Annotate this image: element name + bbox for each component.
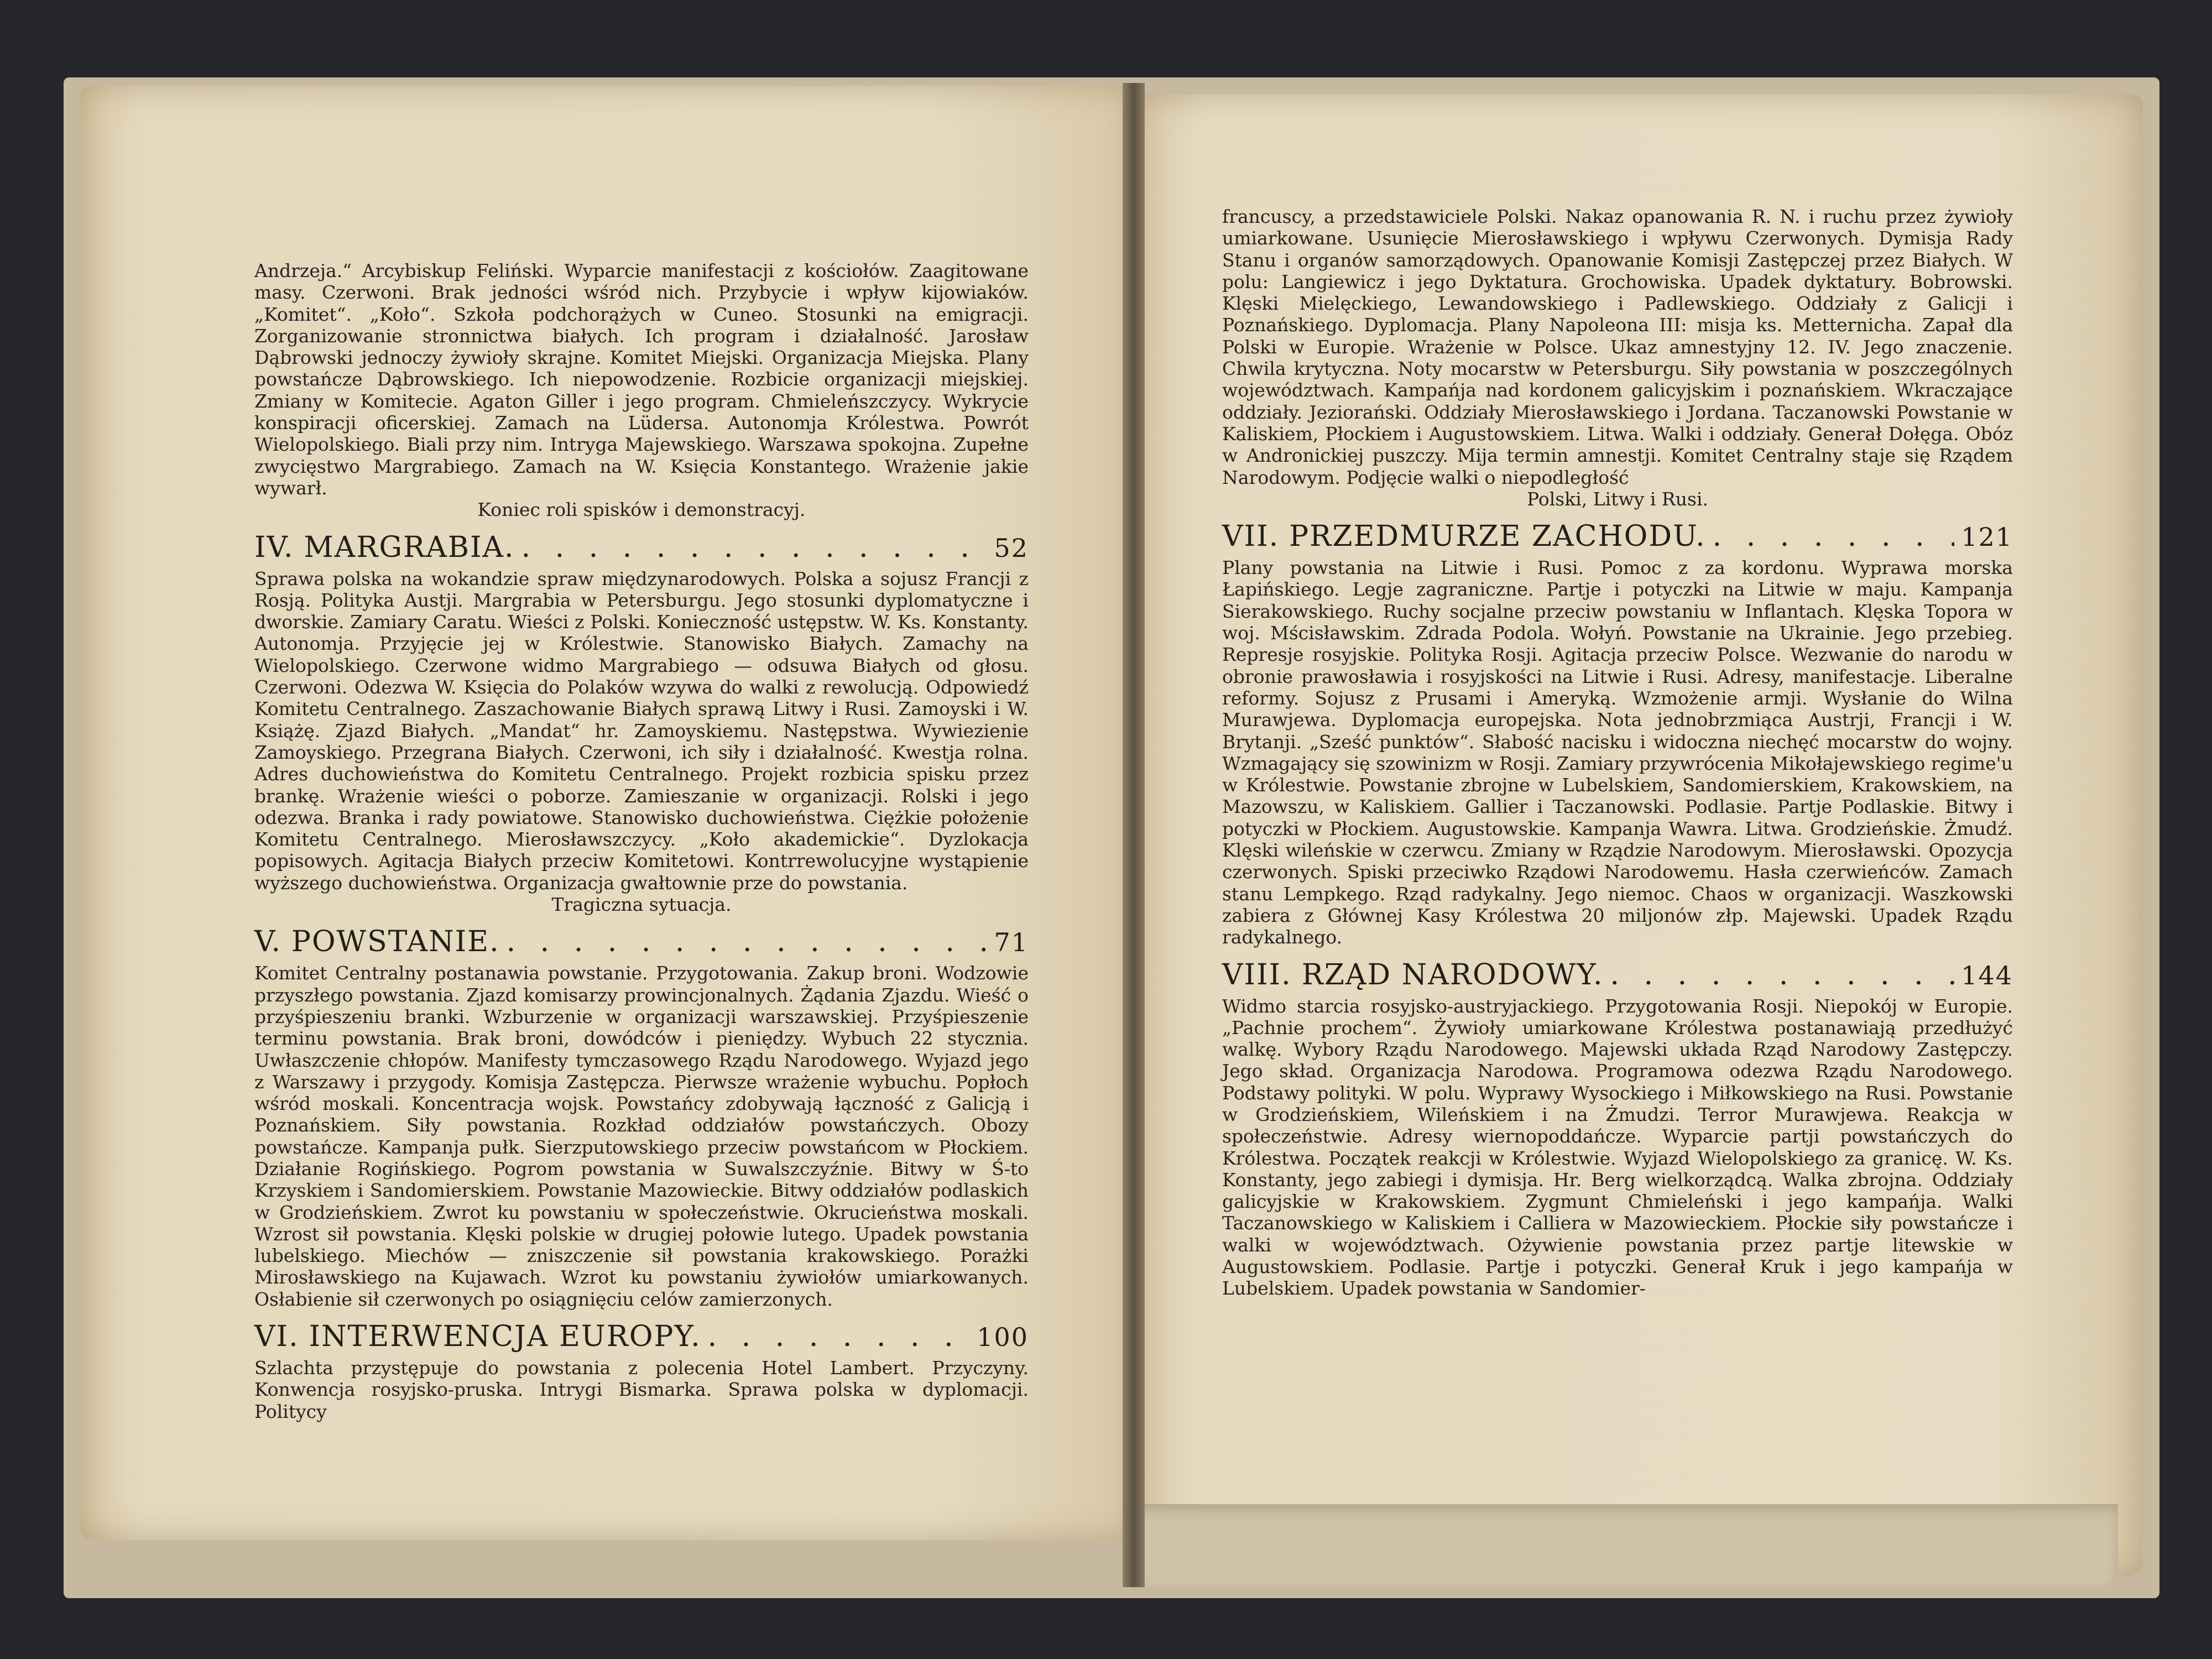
chapter-summary-end: Tragiczna sytuacja. <box>551 894 732 916</box>
chapter-heading-8 <box>1222 958 2013 992</box>
chapter-title: MARGRABIA. <box>304 530 515 564</box>
chapter-page-number: 71 <box>994 927 1029 958</box>
book-gutter <box>1123 83 1145 1587</box>
chapter-roman: V. <box>254 925 281 959</box>
dot-leader <box>708 1320 971 1353</box>
right-intro-text: francuscy, a przedstawiciele Polski. Nakaz opanowania R. N. i ruchu przez żywioły umiarkowane. Usunięcie Mierosławskiego i wpływu Czerwonych. Dymisja Rady Stanu i organów samorządowych. Opanowanie Komisji Zastępczej przez Białych. W polu: Langiewicz i jego Dyktatura. Grochowiska. Upadek dyktatury. Bobrowski. Klęski Mielęckiego, Lewandowskiego i Padlewskiego. Oddziały z Galicji i Poznańskiego. Dyplomacja. Plany Napoleona III: misja ks. Metternicha. Zapał dla Polski w Europie. Wrażenie w Polsce. Ukaz amnestyjny 12. IV. Jego znaczenie. Chwila krytyczna. Noty mocarstw w Petersburgu. Siły powstania w poszczególnych województwach. Kampańja nad kordonem galicyjskim i poznańskiem. Wkraczające oddziały. Jeziorański. Oddziały Mierosławskiego i Jordana. Taczanowski Powstanie w Kaliskiem, Płockiem i Augustowskiem. Litwa. Walki i oddziały. Generał Dołęga. Obóz w Andronickiej puszczy. Mija termin amnestji. Komitet Centralny staje się Rządem Narodowym. Podjęcie walki o niepodległość <box>1222 206 2013 488</box>
right-page-text <box>1222 206 2013 1300</box>
torn-page-edge <box>1134 1504 2118 1587</box>
chapter-summary: Plany powstania na Litwie i Rusi. Pomoc z za kordonu. Wyprawa morska Łapińskiego. Legje zagraniczne. Partje i potyczki na Litwie w maju. Kampanja Sierakowskiego. Ruchy socjalne przeciw powstaniu w Inflantach. Klęska Topora w woj. Mścisławskim. Zdrada Podola. Wołyń. Powstanie na Ukrainie. Jego przebieg. Represje rosyjskie. Polityka Rosji. Agitacja przeciw Polsce. Wezwanie do narodu w obronie prawosławia i rosyjskości na Litwie i Rusi. Adresy, manifestacje. Liberalne reformy. Sojusz z Prusami i Ameryką. Wzmożenie armji. Wysłanie do Wilna Murawjewa. Dyplomacja europejska. Nota jednobrzmiąca Austrji, Francji i W. Brytanji. „Sześć punktów“. Słabość nacisku i widoczna niechęć mocarstw do wojny. Wzmagający się szowinizm w Rosji. Zamiary przywrócenia Mikołajewskiego regime'u w Królestwie. Powstanie zbrojne w Lubelskiem, Sandomierskiem, Krakowskiem, na Mazowszu, w Kaliskiem. Gallier i Taczanowski. Podlasie. Partje Podlaskie. Bitwy i potyczki w Płockiem. Augustowskie. Kampanja Wawra. Litwa. Grodzieńskie. Żmudź. Klęski wileńskie w czerwcu. Zmiany w Rządzie Narodowym. Mierosławski. Opozycja czerwonych. Spiski przeciwko Rządowi Narodowemu. Hasła czerwieńców. Zamach stanu Lempkego. Rząd radykalny. Jego niemoc. Chaos w organizacji. Waszkowski zabiera z Głównej Kasy Królestwa 20 miljonów złp. Majewski. Upadek Rządu radykalnego. <box>1222 557 2013 948</box>
chapter-title: POWSTANIE. <box>291 925 500 959</box>
chapter-title: INTERWENCJA EUROPY. <box>309 1320 701 1354</box>
chapter-roman: VI. <box>254 1320 299 1354</box>
chapter-summary: Komitet Centralny postanawia powstanie. Przygotowania. Zakup broni. Wodzowie przyszłego powstania. Zjazd komisarzy prowincjonalnych. Żądania Zjazdu. Wieść o przyśpieszeniu branki. Wzburzenie w organizacji warszawskiej. Przyśpieszenie terminu powstania. Brak broni, dowódców i pieniędzy. Wybuch 22 stycznia. Uwłaszczenie chłopów. Manifesty tymczasowego Rządu Narodowego. Wyjazd jego z Warszawy i przygody. Komisja Zastępcza. Pierwsze wrażenie wybuchu. Popłoch wśród moskali. Koncentracja wojsk. Powstańcy zdobywają łączność z Galicją i Poznańskiem. Siły powstania. Rozkład oddziałów powstańczych. Obozy powstańcze. Kampanja pułk. Sierzputowskiego przeciw powstańcom w Płockiem. Działanie Rogińskiego. Pogrom powstania w Suwalszczyźnie. Bitwy w Ś-to Krzyskiem i Sandomierskiem. Powstanie Mazowieckie. Bitwy oddziałów podlaskich w Grodzieńskiem. Zwrot ku powstaniu w społeczeństwie. Okrucieństwa moskali. Wzrost sił powstania. Klęski polskie w drugiej połowie lutego. Upadek powstania lubelskiego. Miechów — zniszczenie sił powstania krakowskiego. Porażki Mirosławskiego na Kujawach. Wzrot ku powstaniu żywiołów umiarkowanych. Osłabienie sił czerwonych po osiągnięciu celów zamierzonych. <box>254 962 1029 1310</box>
chapter-summary: Sprawa polska na wokandzie spraw międzynarodowych. Polska a sojusz Francji z Rosją. Polityka Austji. Margrabia w Petersburgu. Jego stosunki dyplomatyczne i dworskie. Zamiary Caratu. Wieści z Polski. Konieczność ustępstw. W. Ks. Konstanty. Autonomja. Przyjęcie jej w Królestwie. Stanowisko Białych. Zamachy na Wielopolskiego. Czerwone widmo Margrabiego — odsuwa Białych od głosu. Czerwoni. Odezwa W. Księcia do Polaków wzywa do walki z rewolucją. Odpowiedź Komitetu Centralnego. Zaszachowanie Białych sprawą Litwy i Rusi. Zamoyski i W. Książę. Zjazd Białych. „Mandat“ hr. Zamoyskiemu. Następstwa. Wywiezienie Zamoyskiego. Przegrana Białych. Czerwoni, ich siły i działalność. Kwestja rolna. Adres duchowieństwa do Komitetu Centralnego. Projekt rozbicia spisku przez brankę. Wrażenie wieści o poborze. Zamieszanie w organizacji. Rolski i jego odezwa. Branka i rady powiatowe. Stanowisko duchowieństwa. Ciężkie położenie Komitetu Centralnego. Mierosławszczycy. „Koło akademickie“. Dyzlokacja popisowych. Agitacja Białych przeciw Komitetowi. Kontrrewolucyjne wystąpienie wyższego duchowieństwa. Organizacja gwałtownie prze do powstania. <box>254 567 1029 894</box>
chapter-heading-5 <box>254 925 1029 959</box>
left-page-text <box>254 260 1029 1422</box>
chapter-summary: Widmo starcia rosyjsko-austryjackiego. Przygotowania Rosji. Niepokój w Europie. „Pachnie prochem“. Żywioły umiarkowane Królestwa postanawiają przedłużyć walkę. Wybory Rządu Narodowego. Majewski układa Rząd Narodowy Zastępczy. Jego skład. Organizacja Narodowa. Programowa odezwa Rządu Narodowego. Podstawy polityki. W polu. Wyprawy Wysockiego i Miłkowskiego na Rusi. Powstanie w Grodzieńskiem, Wileńskiem i na Żmudzi. Terror Murawjewa. Reakcja w społeczeństwie. Adresy wiernopoddańcze. Wyparcie partji powstańczych do Królestwa. Początek reakcji w Królestwie. Wyjazd Wielopolskiego za granicę. W. Ks. Konstanty, jego zabiegi i dymisja. Hr. Berg wielkorządcą. Walka zbrojna. Oddziały galicyjskie w Krakowskiem. Zygmunt Chmieleński i jego kampańja. Walki Taczanowskiego w Kaliskiem i Calliera w Mazowieckiem. Płockie siły powstańcze i walki w województwach. Ożywienie powstania przez partje litewskie w Augustowskiem. Podlasie. Partje i potyczki. Generał Kruk i jego kampańja w Lubelskiem. Upadek powstania w Sandomier- <box>1222 995 2013 1300</box>
chapter-heading-6 <box>254 1320 1029 1354</box>
chapter-heading-7 <box>1222 520 2013 554</box>
right-intro-end: Polski, Litwy i Rusi. <box>1527 488 1708 510</box>
chapter-title: RZĄD NARODOWY. <box>1301 958 1604 992</box>
left-intro-end: Koniec roli spisków i demonstracyj. <box>477 499 806 521</box>
left-intro-text: Andrzeja.“ Arcybiskup Feliński. Wyparcie manifestacji z kościołów. Zaagitowane masy. Czerwoni. Brak jedności wśród nich. Przybycie i wpływ kijowiaków. „Komitet“. „Koło“. Szkoła podchorążych w Cuneo. Stosunki na emigracji. Zorganizowanie stronnictwa białych. Ich program i działalność. Jarosław Dąbrowski jednoczy żywioły skrajne. Komitet Miejski. Organizacja Miejska. Plany powstańcze Dąbrowskiego. Ich niepowodzenie. Rozbicie organizacji miejskiej. Zmiany w Komitecie. Agaton Giller i jego program. Chmieleńszczycy. Wykrycie konspiracji oficerskiej. Zamach na Lüdersa. Autonomja Królestwa. Powrót Wielopolskiego. Biali przy nim. Intryga Majewskiego. Warszawa spokojna. Zupełne zwycięstwo Margrabiego. Zamach na W. Księcia Konstantego. Wrażenie jakie wywarł. <box>254 260 1029 499</box>
dot-leader <box>521 531 988 564</box>
chapter-page-number: 100 <box>977 1322 1029 1353</box>
chapter-summary: Szlachta przystępuje do powstania z polecenia Hotel Lambert. Przyczyny. Konwencja rosyjsko-pruska. Intrygi Bismarka. Sprawa polska w dyplomacji. Politycy <box>254 1357 1029 1422</box>
chapter-roman: IV. <box>254 530 294 564</box>
dot-leader <box>507 925 988 958</box>
chapter-roman: VIII. <box>1222 958 1292 992</box>
chapter-page-number: 52 <box>994 533 1029 563</box>
dot-leader <box>1610 958 1955 992</box>
chapter-title: PRZEDMURZE ZACHODU. <box>1289 520 1706 554</box>
chapter-heading-4 <box>254 531 1029 565</box>
chapter-roman: VII. <box>1222 520 1280 554</box>
dot-leader <box>1713 520 1955 553</box>
chapter-page-number: 121 <box>1961 522 2013 552</box>
chapter-page-number: 144 <box>1961 960 2013 990</box>
